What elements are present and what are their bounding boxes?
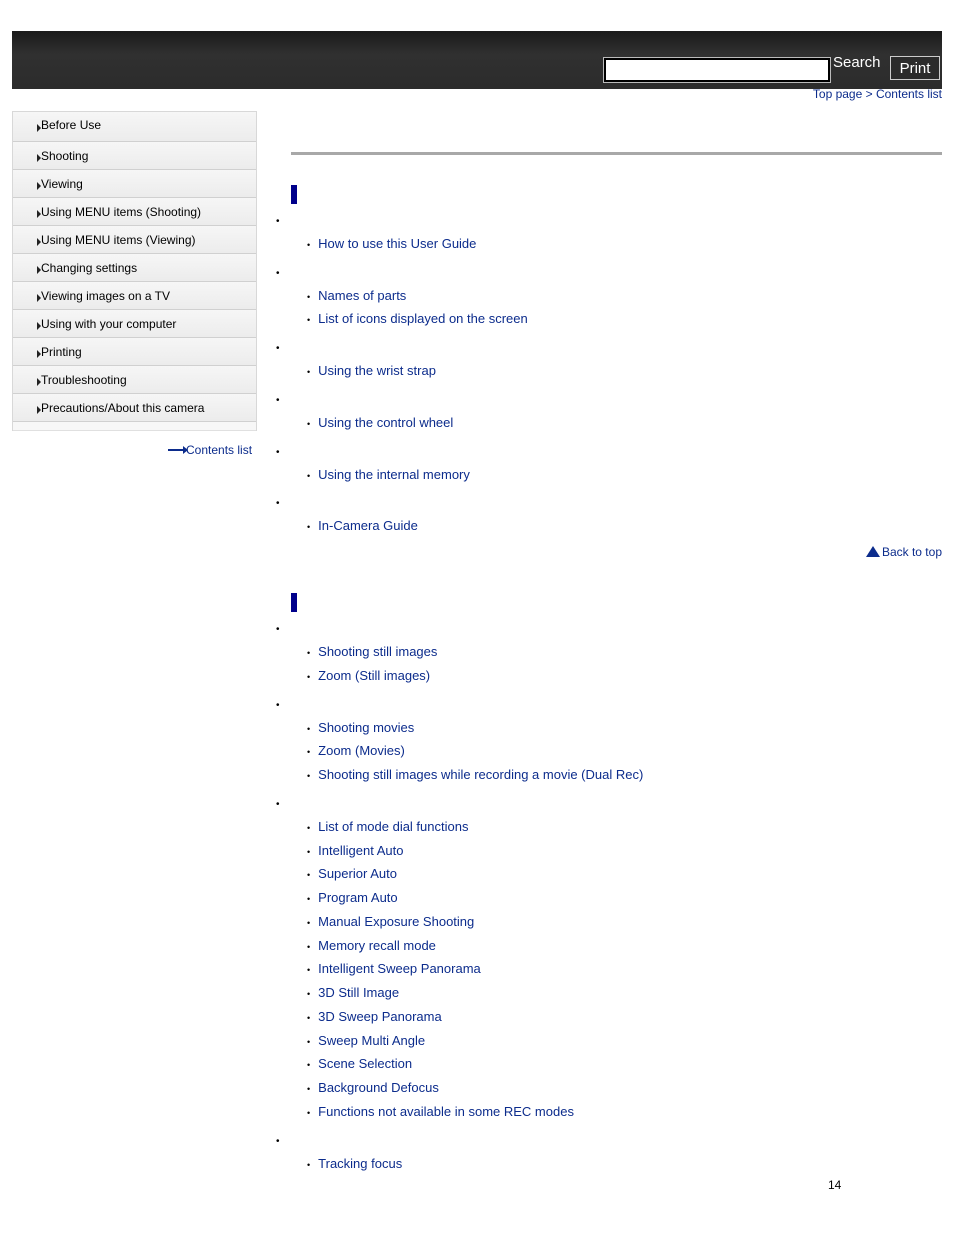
bullet-icon: • [307, 367, 311, 377]
list-item[interactable] [307, 1033, 425, 1048]
arrow-right-icon [37, 294, 41, 302]
sidebar-item-menu-shooting[interactable] [13, 198, 256, 226]
bullet-icon: • [307, 522, 311, 532]
back-to-top-link[interactable] [866, 545, 942, 559]
bullet-icon: • [307, 1037, 311, 1047]
list-item-link[interactable]: Manual Exposure Shooting [318, 914, 475, 929]
list-item-link[interactable]: List of mode dial functions [318, 819, 469, 834]
list-item-link[interactable]: In-Camera Guide [318, 518, 418, 533]
list-item-link[interactable]: Zoom (Still images) [318, 668, 431, 683]
sidebar-item-menu-viewing[interactable] [13, 226, 256, 254]
list-item[interactable] [307, 1156, 402, 1171]
list-item-link[interactable]: Program Auto [318, 890, 398, 905]
list-item[interactable] [307, 415, 453, 430]
list-item[interactable] [307, 311, 528, 326]
sidebar-nav [12, 111, 257, 431]
bullet-icon: • [307, 847, 311, 857]
triangle-up-icon [866, 546, 880, 557]
bullet-icon: • [307, 965, 311, 975]
page-number: 14 [828, 1178, 842, 1192]
topic-bullet: • [276, 447, 280, 458]
list-item-link[interactable]: 3D Sweep Panorama [318, 1009, 442, 1024]
topic-bullet: • [276, 216, 280, 227]
list-item[interactable] [307, 914, 474, 929]
sidebar-item-label: Shooting [41, 149, 89, 163]
sidebar-item-label: Before Use [41, 118, 102, 132]
list-item[interactable] [307, 743, 405, 758]
list-item-link[interactable]: Names of parts [318, 288, 407, 303]
sidebar-item-label: Precautions/About this camera [41, 401, 205, 415]
list-item-link[interactable]: Intelligent Auto [318, 843, 404, 858]
list-item-link[interactable]: Scene Selection [318, 1056, 413, 1071]
bullet-icon: • [307, 942, 311, 952]
bullet-icon: • [307, 471, 311, 481]
list-item[interactable] [307, 518, 418, 533]
list-item-link[interactable]: How to use this User Guide [318, 236, 477, 251]
sidebar-item-label: Using with your computer [41, 317, 177, 331]
list-item-link[interactable]: Intelligent Sweep Panorama [318, 961, 481, 976]
list-item[interactable] [307, 767, 643, 782]
sidebar-item-label: Viewing images on a TV [41, 289, 170, 303]
arrow-right-icon [37, 322, 41, 330]
arrow-right-icon [37, 238, 41, 246]
topic-bullet: • [276, 268, 280, 279]
list-item-link[interactable]: Using the wrist strap [318, 363, 436, 378]
arrow-right-icon [37, 266, 41, 274]
list-item[interactable] [307, 866, 397, 881]
sidebar-item-troubleshooting[interactable] [13, 366, 256, 394]
sidebar-item-label: Troubleshooting [41, 373, 127, 387]
arrow-right-icon [37, 210, 41, 218]
list-item-link[interactable]: 3D Still Image [318, 985, 400, 1000]
bullet-icon: • [307, 672, 311, 682]
topic-bullet: • [276, 700, 280, 711]
bullet-icon: • [307, 240, 311, 250]
sidebar-item-label: Using MENU items (Viewing) [41, 233, 196, 247]
sidebar-item-precautions[interactable] [13, 394, 256, 422]
list-item-link[interactable]: Shooting still images while recording a movie (Dual Rec) [318, 767, 644, 782]
bullet-icon: • [307, 771, 311, 781]
breadcrumb-contents-list[interactable]: Contents list [875, 87, 942, 101]
sidebar-item-viewing-on-tv[interactable] [13, 282, 256, 310]
sidebar-item-changing-settings[interactable] [13, 254, 256, 282]
list-item[interactable] [307, 985, 399, 1000]
bullet-icon: • [307, 1160, 311, 1170]
bullet-icon: • [307, 747, 311, 757]
list-item[interactable] [307, 644, 437, 659]
list-item[interactable] [307, 467, 470, 482]
list-item[interactable] [307, 843, 403, 858]
bullet-icon: • [307, 918, 311, 928]
list-item-link[interactable]: Functions not available in some REC modes [318, 1104, 574, 1119]
bullet-icon: • [307, 870, 311, 880]
list-item[interactable] [307, 363, 436, 378]
list-item[interactable] [307, 668, 430, 683]
list-item[interactable] [307, 1080, 439, 1095]
topic-bullet: • [276, 624, 280, 635]
list-item[interactable] [307, 720, 414, 735]
bullet-icon: • [307, 315, 311, 325]
arrow-right-icon [37, 182, 41, 190]
list-item-link[interactable]: List of icons displayed on the screen [318, 311, 528, 326]
topic-bullet: • [276, 343, 280, 354]
contents-list-label: Contents list [186, 443, 253, 457]
list-item-link[interactable]: Tracking focus [318, 1156, 403, 1171]
list-item[interactable] [307, 961, 481, 976]
topic-bullet: • [276, 498, 280, 509]
bullet-icon: • [307, 419, 311, 429]
topic-bullet: • [276, 395, 280, 406]
sidebar-item-label: Using MENU items (Shooting) [41, 205, 202, 219]
list-item[interactable] [307, 1056, 412, 1071]
bullet-icon: • [307, 1060, 311, 1070]
list-item[interactable] [307, 236, 476, 251]
bullet-icon: • [307, 823, 311, 833]
sidebar-item-label: Changing settings [41, 261, 138, 275]
arrow-right-icon [37, 124, 41, 132]
section-marker [291, 185, 297, 204]
bullet-icon: • [307, 1084, 311, 1094]
list-item-link[interactable]: Memory recall mode [318, 938, 436, 953]
search-input[interactable] [604, 58, 830, 82]
bullet-icon: • [307, 1108, 311, 1118]
list-item[interactable] [307, 938, 436, 953]
section-marker [291, 593, 297, 612]
breadcrumb-separator: > [862, 87, 876, 101]
bullet-icon: • [307, 894, 311, 904]
bullet-icon: • [307, 724, 311, 734]
list-item-link[interactable]: Using the control wheel [318, 415, 454, 430]
list-item-link[interactable]: Sweep Multi Angle [318, 1033, 426, 1048]
list-item[interactable] [307, 1009, 442, 1024]
list-item-link[interactable]: Superior Auto [318, 866, 397, 881]
list-item[interactable] [307, 1104, 574, 1119]
breadcrumb-top-page[interactable]: Top page [812, 87, 863, 101]
arrow-right-icon [37, 406, 41, 414]
back-to-top-label: Back to top [881, 545, 942, 559]
list-item-link[interactable]: Shooting movies [318, 720, 415, 735]
bullet-icon: • [307, 292, 311, 302]
bullet-icon: • [307, 648, 311, 658]
topic-bullet: • [276, 799, 280, 810]
list-item[interactable] [307, 819, 468, 834]
arrow-right-icon [37, 350, 41, 358]
list-item-link[interactable]: Using the internal memory [318, 467, 470, 482]
topic-bullet: • [276, 1136, 280, 1147]
list-item-link[interactable]: Shooting still images [318, 644, 438, 659]
bullet-icon: • [307, 989, 311, 999]
arrow-right-icon [37, 154, 41, 162]
sidebar-item-label: Viewing [41, 177, 83, 191]
arrow-right-icon [168, 449, 184, 451]
sidebar-footer [13, 422, 256, 431]
breadcrumb [813, 87, 942, 101]
list-item-link[interactable]: Background Defocus [318, 1080, 439, 1095]
sidebar-item-before-use[interactable] [13, 112, 256, 142]
sidebar-item-computer[interactable] [13, 310, 256, 338]
sidebar-item-label: Printing [41, 345, 82, 359]
contents-list-link[interactable] [168, 443, 252, 457]
list-item[interactable] [307, 890, 398, 905]
sidebar-item-printing[interactable] [13, 338, 256, 366]
header-divider [291, 152, 942, 155]
list-item[interactable] [307, 288, 406, 303]
bullet-icon: • [307, 1013, 311, 1023]
sidebar-item-viewing[interactable] [13, 170, 256, 198]
search-button[interactable]: Search [833, 54, 881, 71]
print-button[interactable]: Print [890, 56, 940, 80]
sidebar-item-shooting[interactable] [13, 142, 256, 170]
arrow-right-icon [37, 378, 41, 386]
list-item-link[interactable]: Zoom (Movies) [318, 743, 405, 758]
